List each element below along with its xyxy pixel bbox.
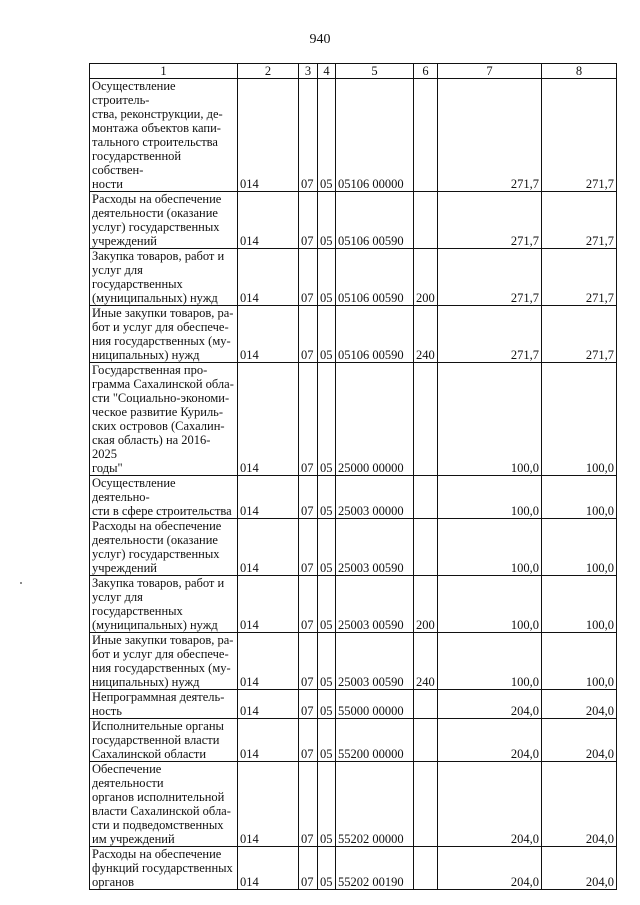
row-type-cell xyxy=(414,476,438,519)
row-name-cell: Осуществление деятельно- сти в сфере строительства xyxy=(90,476,238,519)
row-amount-cell: 271,7 xyxy=(438,192,542,249)
row-amount-cell: 100,0 xyxy=(438,519,542,576)
row-name-cell: Иные закупки товаров, ра- бот и услуг для обеспече- ния государственных (му- ниципальных) нужд xyxy=(90,633,238,690)
row-code-cell: 014 xyxy=(238,363,299,476)
row-section-cell: 07 xyxy=(299,576,318,633)
row-code-cell: 014 xyxy=(238,306,299,363)
table-row xyxy=(90,363,617,476)
row-name-cell: Иные закупки товаров, ра- бот и услуг для обеспече- ния государственных (му- ниципальных) нужд xyxy=(90,306,238,363)
row-code-cell: 014 xyxy=(238,847,299,890)
row-subsection-cell: 05 xyxy=(318,576,336,633)
row-type-cell xyxy=(414,719,438,762)
row-target-cell: 25003 00000 xyxy=(336,476,414,519)
row-type-cell: 240 xyxy=(414,633,438,690)
row-type-cell xyxy=(414,519,438,576)
row-amount-cell: 204,0 xyxy=(438,719,542,762)
row-subsection-cell: 05 xyxy=(318,690,336,719)
row-amount2-cell: 100,0 xyxy=(542,476,617,519)
row-target-cell: 55000 00000 xyxy=(336,690,414,719)
row-amount-cell: 204,0 xyxy=(438,847,542,890)
row-section-cell: 07 xyxy=(299,762,318,847)
row-code-cell: 014 xyxy=(238,690,299,719)
row-amount2-cell: 100,0 xyxy=(542,519,617,576)
row-type-cell xyxy=(414,690,438,719)
row-code-cell: 014 xyxy=(238,576,299,633)
table-row xyxy=(90,249,617,306)
table-row xyxy=(90,476,617,519)
row-section-cell: 07 xyxy=(299,847,318,890)
row-target-cell: 05106 00590 xyxy=(336,192,414,249)
header-col-4: 4 xyxy=(318,64,336,79)
row-type-cell xyxy=(414,847,438,890)
table-row xyxy=(90,519,617,576)
row-code-cell: 014 xyxy=(238,249,299,306)
row-amount-cell: 271,7 xyxy=(438,79,542,192)
row-type-cell: 240 xyxy=(414,306,438,363)
row-subsection-cell: 05 xyxy=(318,476,336,519)
budget-table xyxy=(89,63,617,890)
row-section-cell: 07 xyxy=(299,719,318,762)
row-target-cell: 25003 00590 xyxy=(336,519,414,576)
row-target-cell: 25003 00590 xyxy=(336,633,414,690)
row-amount2-cell: 204,0 xyxy=(542,847,617,890)
row-name-cell: Исполнительные органы государственной власти Сахалинской области xyxy=(90,719,238,762)
row-type-cell xyxy=(414,192,438,249)
row-code-cell: 014 xyxy=(238,79,299,192)
row-name-cell: Расходы на обеспечение функций государственных органов xyxy=(90,847,238,890)
header-col-1: 1 xyxy=(90,64,238,79)
row-subsection-cell: 05 xyxy=(318,719,336,762)
row-amount2-cell: 204,0 xyxy=(542,762,617,847)
row-name-cell: Обеспечение деятельности органов исполнительной власти Сахалинской обла- сти и подведомственных им учреждений xyxy=(90,762,238,847)
row-target-cell: 25003 00590 xyxy=(336,576,414,633)
header-col-8: 8 xyxy=(542,64,617,79)
row-type-cell xyxy=(414,363,438,476)
row-amount-cell: 100,0 xyxy=(438,633,542,690)
row-target-cell: 55202 00000 xyxy=(336,762,414,847)
row-section-cell: 07 xyxy=(299,249,318,306)
row-type-cell xyxy=(414,762,438,847)
row-code-cell: 014 xyxy=(238,476,299,519)
row-amount-cell: 204,0 xyxy=(438,762,542,847)
row-amount2-cell: 100,0 xyxy=(542,363,617,476)
row-subsection-cell: 05 xyxy=(318,79,336,192)
row-name-cell: Государственная про- грамма Сахалинской обла- сти "Социально-экономи- ческое развитие Куриль- ских островов (Сахалин- ская область) на 2016-2025 годы" xyxy=(90,363,238,476)
row-target-cell: 05106 00590 xyxy=(336,306,414,363)
row-code-cell: 014 xyxy=(238,192,299,249)
header-col-6: 6 xyxy=(414,64,438,79)
table-row xyxy=(90,79,617,192)
row-target-cell: 05106 00590 xyxy=(336,249,414,306)
table-row xyxy=(90,719,617,762)
row-name-cell: Расходы на обеспечение деятельности (оказание услуг) государственных учреждений xyxy=(90,519,238,576)
row-type-cell: 200 xyxy=(414,576,438,633)
row-subsection-cell: 05 xyxy=(318,633,336,690)
row-code-cell: 014 xyxy=(238,519,299,576)
row-subsection-cell: 05 xyxy=(318,847,336,890)
row-amount-cell: 100,0 xyxy=(438,363,542,476)
row-code-cell: 014 xyxy=(238,762,299,847)
row-subsection-cell: 05 xyxy=(318,249,336,306)
row-section-cell: 07 xyxy=(299,690,318,719)
table-row xyxy=(90,633,617,690)
row-amount2-cell: 100,0 xyxy=(542,633,617,690)
row-subsection-cell: 05 xyxy=(318,192,336,249)
row-amount-cell: 100,0 xyxy=(438,476,542,519)
row-amount-cell: 204,0 xyxy=(438,690,542,719)
table-row xyxy=(90,306,617,363)
header-col-7: 7 xyxy=(438,64,542,79)
row-target-cell: 25000 00000 xyxy=(336,363,414,476)
row-amount-cell: 271,7 xyxy=(438,249,542,306)
row-amount2-cell: 100,0 xyxy=(542,576,617,633)
row-section-cell: 07 xyxy=(299,306,318,363)
row-type-cell: 200 xyxy=(414,249,438,306)
row-section-cell: 07 xyxy=(299,363,318,476)
header-col-5: 5 xyxy=(336,64,414,79)
table-row xyxy=(90,762,617,847)
row-section-cell: 07 xyxy=(299,79,318,192)
row-name-cell: Непрограммная деятель- ность xyxy=(90,690,238,719)
row-code-cell: 014 xyxy=(238,633,299,690)
row-subsection-cell: 05 xyxy=(318,762,336,847)
row-amount2-cell: 271,7 xyxy=(542,79,617,192)
row-amount2-cell: 204,0 xyxy=(542,719,617,762)
row-amount2-cell: 271,7 xyxy=(542,306,617,363)
row-subsection-cell: 05 xyxy=(318,363,336,476)
table-header-row xyxy=(90,64,617,79)
row-target-cell: 55200 00000 xyxy=(336,719,414,762)
row-amount-cell: 271,7 xyxy=(438,306,542,363)
row-type-cell xyxy=(414,79,438,192)
row-amount2-cell: 271,7 xyxy=(542,249,617,306)
row-amount-cell: 100,0 xyxy=(438,576,542,633)
row-name-cell: Осуществление строитель- ства, реконструкции, де- монтажа объектов капи- тального строительства государственной собствен- ности xyxy=(90,79,238,192)
row-subsection-cell: 05 xyxy=(318,306,336,363)
row-name-cell: Расходы на обеспечение деятельности (оказание услуг) государственных учреждений xyxy=(90,192,238,249)
row-section-cell: 07 xyxy=(299,476,318,519)
table-row xyxy=(90,192,617,249)
row-section-cell: 07 xyxy=(299,519,318,576)
header-col-3: 3 xyxy=(299,64,318,79)
row-section-cell: 07 xyxy=(299,633,318,690)
row-amount2-cell: 271,7 xyxy=(542,192,617,249)
row-amount2-cell: 204,0 xyxy=(542,690,617,719)
row-target-cell: 05106 00000 xyxy=(336,79,414,192)
scan-speck xyxy=(20,582,22,584)
table-row xyxy=(90,847,617,890)
header-col-2: 2 xyxy=(238,64,299,79)
row-subsection-cell: 05 xyxy=(318,519,336,576)
table-row xyxy=(90,690,617,719)
row-code-cell: 014 xyxy=(238,719,299,762)
table-row xyxy=(90,576,617,633)
row-section-cell: 07 xyxy=(299,192,318,249)
row-target-cell: 55202 00190 xyxy=(336,847,414,890)
page-number: 940 xyxy=(309,32,331,47)
row-name-cell: Закупка товаров, работ и услуг для государственных (муниципальных) нужд xyxy=(90,249,238,306)
row-name-cell: Закупка товаров, работ и услуг для государственных (муниципальных) нужд xyxy=(90,576,238,633)
